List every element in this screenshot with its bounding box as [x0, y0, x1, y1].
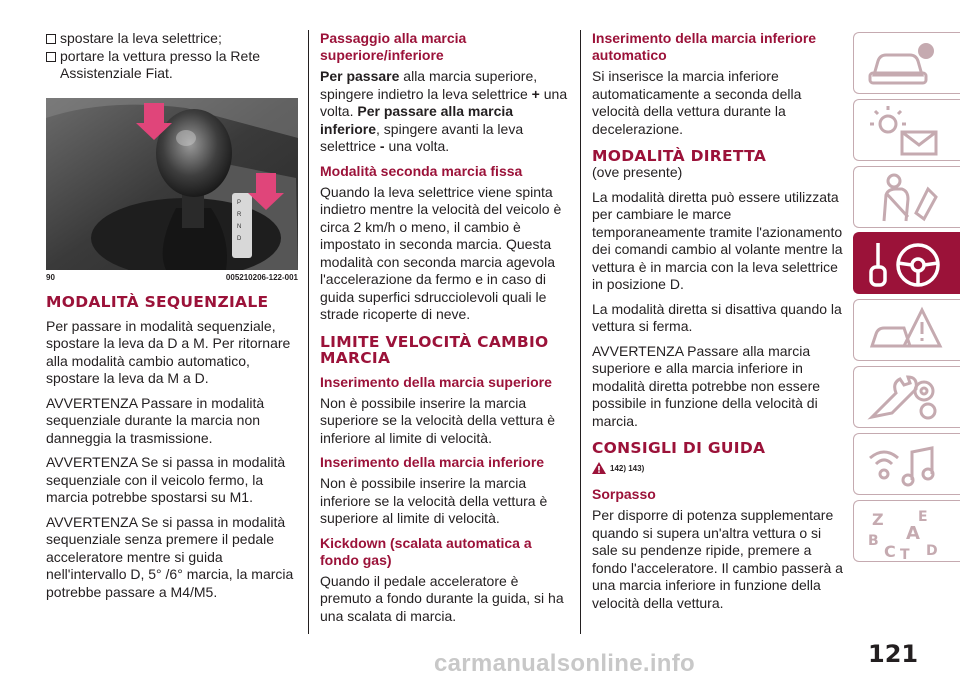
- svg-text:N: N: [237, 223, 242, 230]
- paragraph: AVVERTENZA Se si passa in modalità sequenziale con il veicolo fermo, la marcia potrebbe spostarsi su M1.: [46, 454, 286, 505]
- section-note: (ove presente): [592, 164, 683, 180]
- column-right: [592, 30, 844, 619]
- paragraph: Per disporre di potenza supplementare quando si supera un'altra vettura o si sale su pendenze ripide, premere a fondo l'acceleratore. Il cambio passerà a una marcia inferiore in funzione della velocità della vettura.: [592, 507, 843, 611]
- warning-reference: 142) 143): [592, 462, 844, 474]
- warning-triangle-car-icon: [866, 306, 946, 356]
- paragraph: Non è possibile inserire la marcia inferiore se la velocità della vettura è superiore al limite di velocità.: [320, 475, 548, 526]
- chapter-tabs: [853, 32, 960, 566]
- tab-emergency[interactable]: [853, 299, 960, 361]
- paragraph: Si inserisce la marcia inferiore automaticamente a seconda della velocità della vettura durante la decelerazione.: [592, 68, 802, 137]
- svg-text:R: R: [237, 211, 242, 218]
- tab-lights[interactable]: [853, 99, 960, 161]
- svg-text:Z: Z: [872, 509, 884, 529]
- bullet-item: spostare la leva selettrice;: [46, 30, 298, 48]
- svg-text:D: D: [237, 235, 242, 242]
- column-left: [46, 30, 298, 608]
- paragraph: Per passare in modalità sequenziale, spostare la leva da D a M. Per ritornare alla modalità cambio automatico, spostare la leva da M a D.: [46, 317, 291, 386]
- figure-number: 90: [46, 272, 55, 282]
- figure-code: 005210206-122-001: [225, 272, 298, 282]
- warning-triangle-icon: [592, 462, 606, 474]
- column-middle: [320, 30, 570, 632]
- tab-safety[interactable]: [853, 166, 960, 228]
- signal-music-icon: [866, 440, 946, 490]
- lights-mail-icon: [866, 106, 946, 156]
- car-dashboard-icon: [866, 39, 946, 89]
- paragraph: AVVERTENZA Passare alla marcia superiore e alla marcia inferiore in modalità diretta potrebbe non essere possibile in funzione della velocità di marcia.: [592, 342, 821, 429]
- paragraph: AVVERTENZA Passare in modalità sequenziale durante la marcia non danneggia la trasmissione.: [46, 394, 265, 446]
- svg-text:A: A: [906, 522, 920, 544]
- gear-lever-photo: [46, 98, 298, 270]
- watermark: carmanualsonline.info: [434, 650, 696, 677]
- section-title: CONSIGLI DI GUIDA: [592, 439, 766, 457]
- tab-maintenance[interactable]: [853, 366, 960, 428]
- svg-text:T: T: [900, 546, 910, 561]
- subsection-title: Inserimento della marcia superiore: [320, 373, 552, 390]
- checkbox-bullet-icon: [46, 34, 56, 44]
- section-title: LIMITE VELOCITÀ CAMBIO MARCIA: [320, 332, 549, 367]
- svg-text:D: D: [926, 542, 938, 559]
- svg-text:P: P: [237, 199, 242, 206]
- paragraph: Quando il pedale acceleratore è premuto a fondo durante la guida, si ha una scalata di marcia.: [320, 572, 564, 624]
- subsection-title: Inserimento della marcia inferiore automatico: [592, 30, 817, 63]
- paragraph: Non è possibile inserire la marcia superiore se la velocità della vettura è inferiore al limite di velocità.: [320, 394, 556, 446]
- tab-dashboard[interactable]: [853, 32, 960, 94]
- subsection-title: Passaggio alla marcia superiore/inferiore: [320, 30, 467, 63]
- section-title: MODALITÀ DIRETTA: [592, 147, 767, 165]
- column-divider: [580, 30, 581, 634]
- subsection-title: Modalità seconda marcia fissa: [320, 162, 523, 179]
- svg-text:E: E: [918, 508, 928, 525]
- paragraph: Per passare alla marcia superiore, spingere indietro la leva selettrice + una volta. Per passare alla marcia inferiore, spingere avanti la leva selettrice - una volta.: [320, 68, 568, 154]
- checkbox-bullet-icon: [46, 52, 56, 62]
- alphabet-index-icon: [866, 507, 946, 561]
- seatbelt-airbag-icon: [866, 173, 946, 223]
- paragraph: La modalità diretta si disattiva quando la vettura si ferma.: [592, 300, 842, 334]
- gear-lever-illustration: [46, 98, 298, 270]
- paragraph: AVVERTENZA Se si passa in modalità sequenziale senza premere il pedale acceleratore mentre si guida nell'intervallo D, 5° /6° marcia, la marcia potrebbe passare a M4/M5.: [46, 513, 294, 600]
- subsection-title: Kickdown (scalata automatica a fondo gas): [320, 534, 532, 568]
- column-divider: [308, 30, 309, 634]
- bullet-item: portare la vettura presso la Rete Assistenziale Fiat.: [46, 48, 298, 83]
- tab-multimedia[interactable]: [853, 433, 960, 495]
- key-steering-wheel-icon: [866, 239, 946, 289]
- svg-text:C: C: [884, 541, 896, 561]
- wrench-gears-icon: [866, 373, 946, 423]
- subsection-title: Inserimento della marcia inferiore: [320, 454, 545, 470]
- paragraph: Quando la leva selettrice viene spinta indietro mentre la velocità del veicolo è circa 2 km/h o meno, il cambio è impostato in seconda marcia. Questa modalità con seconda marcia agevola l'accelerazione da fermo e in caso di guida superfici sdrucciolevoli quali le strade ricoperte di neve.: [320, 183, 562, 322]
- subsection-title: Sorpasso: [592, 486, 656, 502]
- page-number: 121: [868, 640, 919, 668]
- section-title: MODALITÀ SEQUENZIALE: [46, 292, 269, 311]
- svg-text:B: B: [868, 532, 879, 549]
- paragraph: La modalità diretta può essere utilizzata per cambiare le marce temporaneamente tramite l'azionamento dei comandi cambio al volante mentre la vettura è in marcia con la leva selettrice in posizione D.: [592, 188, 843, 292]
- tab-index[interactable]: [853, 500, 960, 562]
- figure-caption: [46, 273, 298, 282]
- tab-starting-driving[interactable]: [853, 232, 960, 294]
